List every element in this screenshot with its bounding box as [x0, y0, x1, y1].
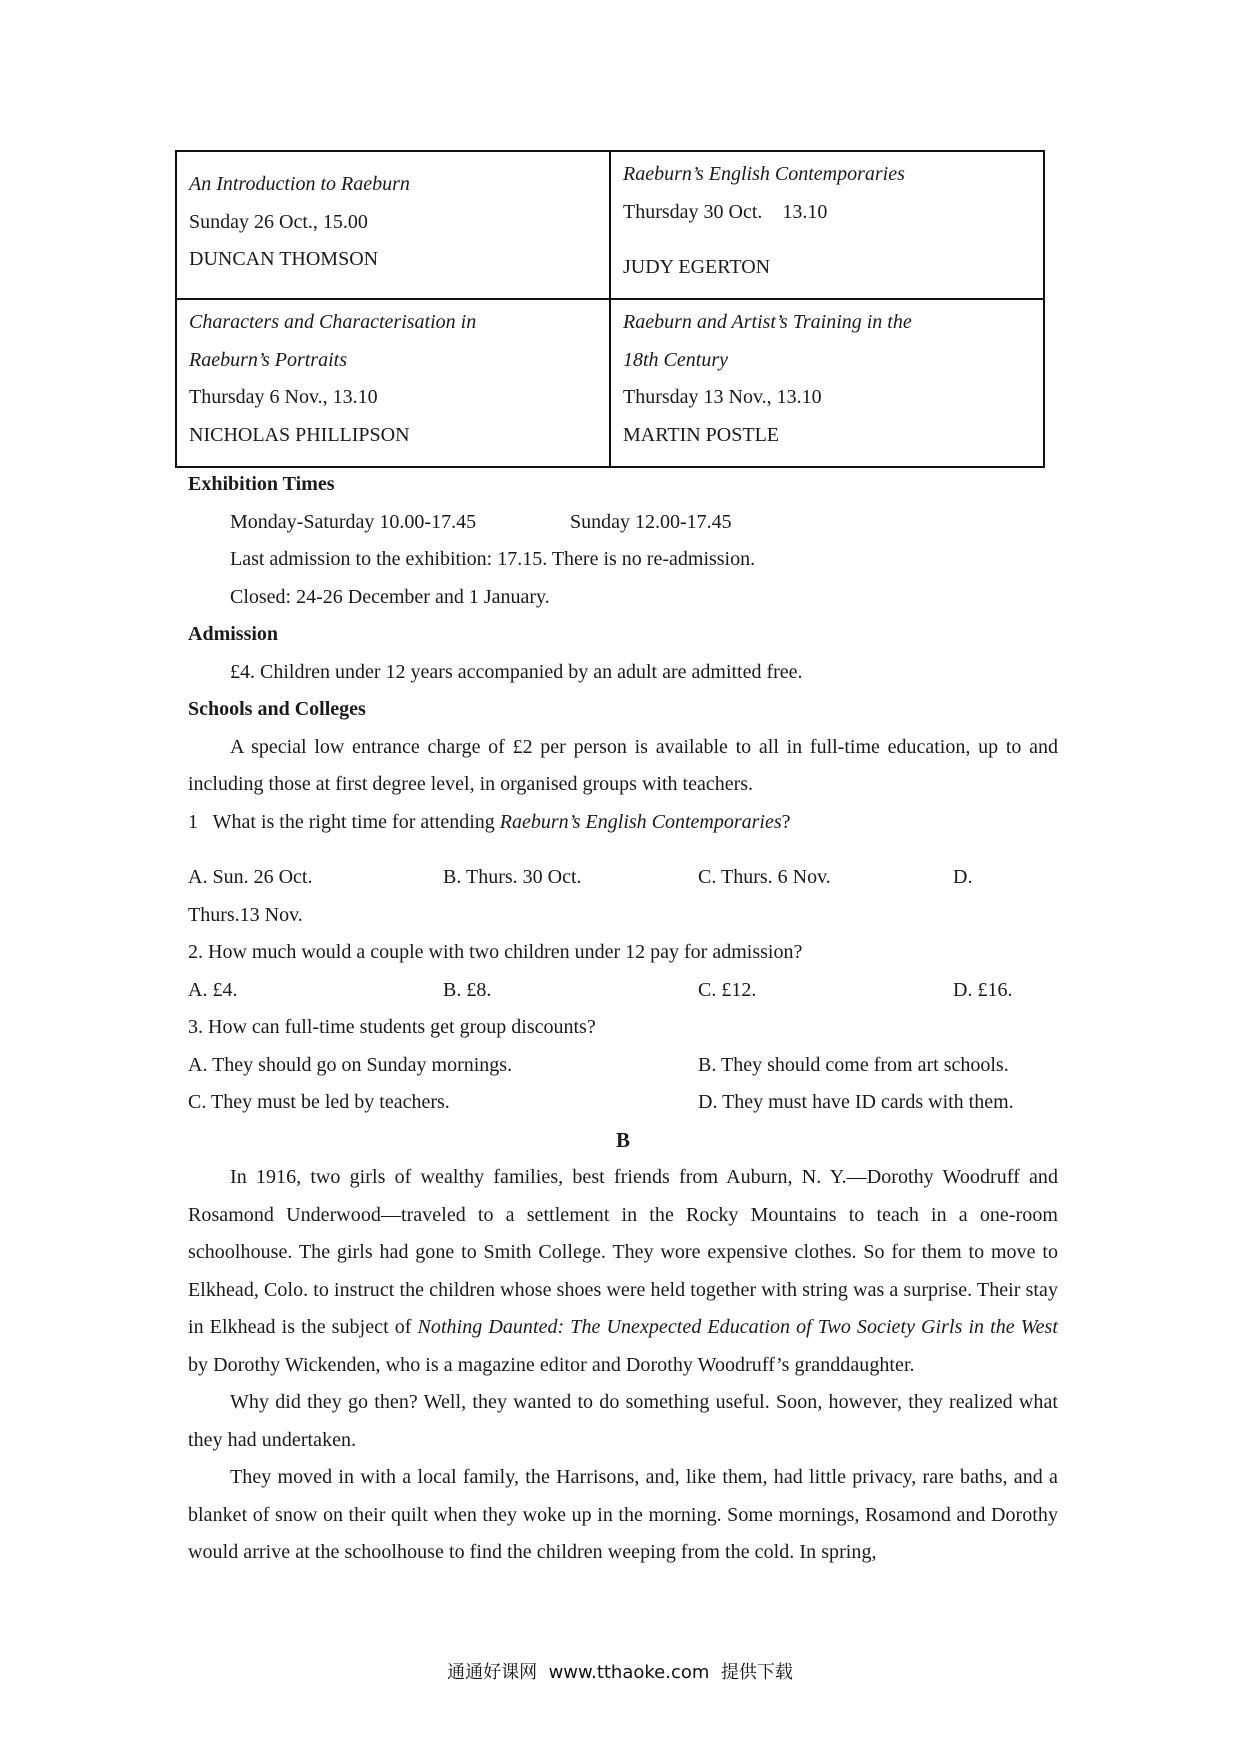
- lecture-title: Raeburn’s Portraits: [189, 348, 347, 371]
- exhibition-heading: Exhibition Times: [188, 473, 335, 495]
- question-3: 3. How can full-time students get group discounts?: [188, 1016, 596, 1038]
- paragraph-text: In 1916, two girls of wealthy families, best friends from Auburn, N. Y.—Dorothy Woodruff and Rosamond Underwood—traveled to a settlement in the Rocky Mountains to teach in a one-room schoolhouse. The girls had gone to Smith College. They wore expensive clothes. So for them to move to Elkhead, Colo. to instruct the children whose shoes were held together with string was a surprise. Their stay in Elkhead is the subject of: [188, 1166, 1058, 1338]
- lecture-title: Raeburn’s English Contemporaries: [623, 163, 905, 185]
- book-title: Nothing Daunted: The Unexpected Education of Two Society Girls in the West: [417, 1316, 1058, 1338]
- exhibition-times: [188, 504, 1058, 542]
- last-admission: Last admission to the exhibition: 17.15. There is no re-admission.: [230, 548, 756, 570]
- section-b-paragraph-1: [188, 1159, 1058, 1384]
- option-d[interactable]: D. £16.: [953, 978, 1013, 1001]
- question-3-options-row1: [188, 1047, 1058, 1085]
- option-b[interactable]: B. Thurs. 30 Oct.: [443, 866, 582, 888]
- lecture-title: An Introduction to Raeburn: [189, 173, 410, 195]
- option-a[interactable]: A. They should go on Sunday mornings.: [188, 1053, 513, 1076]
- question-2-options: [188, 972, 1058, 1010]
- closed-dates: Closed: 24-26 December and 1 January.: [230, 585, 550, 608]
- lecture-title: 18th Century: [623, 348, 728, 371]
- option-c[interactable]: C. They must be led by teachers.: [188, 1091, 450, 1113]
- admission-text: £4. Children under 12 years accompanied by an adult are admitted free.: [230, 660, 803, 683]
- option-c[interactable]: C. Thurs. 6 Nov.: [698, 866, 831, 888]
- question-1: [188, 804, 1058, 842]
- option-b[interactable]: B. They should come from art schools.: [698, 1053, 1009, 1076]
- question-suffix: ?: [781, 810, 791, 833]
- lecture-date: Sunday 26 Oct., 15.00: [189, 210, 368, 233]
- option-a[interactable]: A. Sun. 26 Oct.: [188, 866, 313, 888]
- question-1-options: [188, 859, 1058, 897]
- lecture-date: Thursday 13 Nov., 13.10: [623, 386, 822, 408]
- lecture-table: [175, 150, 1045, 468]
- lecture-cell: [611, 152, 1043, 300]
- admission-heading: Admission: [188, 623, 279, 645]
- option-d-wrap: Thurs.13 Nov.: [188, 903, 303, 926]
- section-b-label: B: [615, 1127, 630, 1152]
- lecture-speaker: DUNCAN THOMSON: [189, 248, 379, 270]
- option-c[interactable]: C. £12.: [698, 978, 757, 1001]
- exhibition-section: [188, 466, 1058, 1572]
- lecture-cell: [611, 300, 1043, 466]
- weekday-times: Monday-Saturday 10.00-17.45: [230, 510, 477, 533]
- paragraph-text: by Dorothy Wickenden, who is a magazine editor and Dorothy Woodruff’s granddaughter.: [188, 1353, 915, 1376]
- lecture-speaker: MARTIN POSTLE: [623, 423, 780, 446]
- section-b-paragraph-3: They moved in with a local family, the Harrisons, and, like them, had little privacy, rare baths, and a blanket of snow on their quilt when they woke up in the morning. Some mornings, Rosamond and Dorothy would arrive at the schoolhouse to find the children weeping from the cold. In spring,: [188, 1466, 1058, 1563]
- lecture-title: Characters and Characterisation in: [189, 311, 477, 333]
- lecture-date: Thursday 6 Nov., 13.10: [189, 386, 378, 408]
- section-b-paragraph-2: Why did they go then? Well, they wanted to do something useful. Soon, however, they realized what they had undertaken.: [188, 1391, 1058, 1451]
- schools-text: A special low entrance charge of £2 per person is available to all in full-time education, up to and including those at first degree level, in organised groups with teachers.: [188, 735, 1058, 795]
- page-footer: 通通好课网 www.tthaoke.com 提供下载: [447, 1662, 793, 1683]
- sunday-times: Sunday 12.00-17.45: [570, 510, 732, 533]
- lecture-cell: [177, 300, 611, 466]
- lecture-date: Thursday 30 Oct. 13.10: [623, 200, 828, 223]
- lecture-title: Raeburn and Artist’s Training in the: [623, 311, 912, 333]
- question-3-options-row2: [188, 1084, 1058, 1122]
- option-b[interactable]: B. £8.: [443, 978, 492, 1001]
- lecture-speaker: JUDY EGERTON: [623, 256, 771, 278]
- schools-heading: Schools and Colleges: [188, 698, 366, 720]
- question-text: 1 What is the right time for attending: [188, 810, 500, 833]
- lecture-speaker: NICHOLAS PHILLIPSON: [189, 423, 410, 446]
- question-italic-title: Raeburn’s English Contemporaries: [499, 810, 782, 833]
- option-d[interactable]: D. They must have ID cards with them.: [698, 1091, 1014, 1113]
- option-a[interactable]: A. £4.: [188, 978, 238, 1001]
- question-2: 2. How much would a couple with two children under 12 pay for admission?: [188, 941, 803, 963]
- option-d[interactable]: D.: [953, 866, 973, 888]
- lecture-cell: [177, 152, 611, 300]
